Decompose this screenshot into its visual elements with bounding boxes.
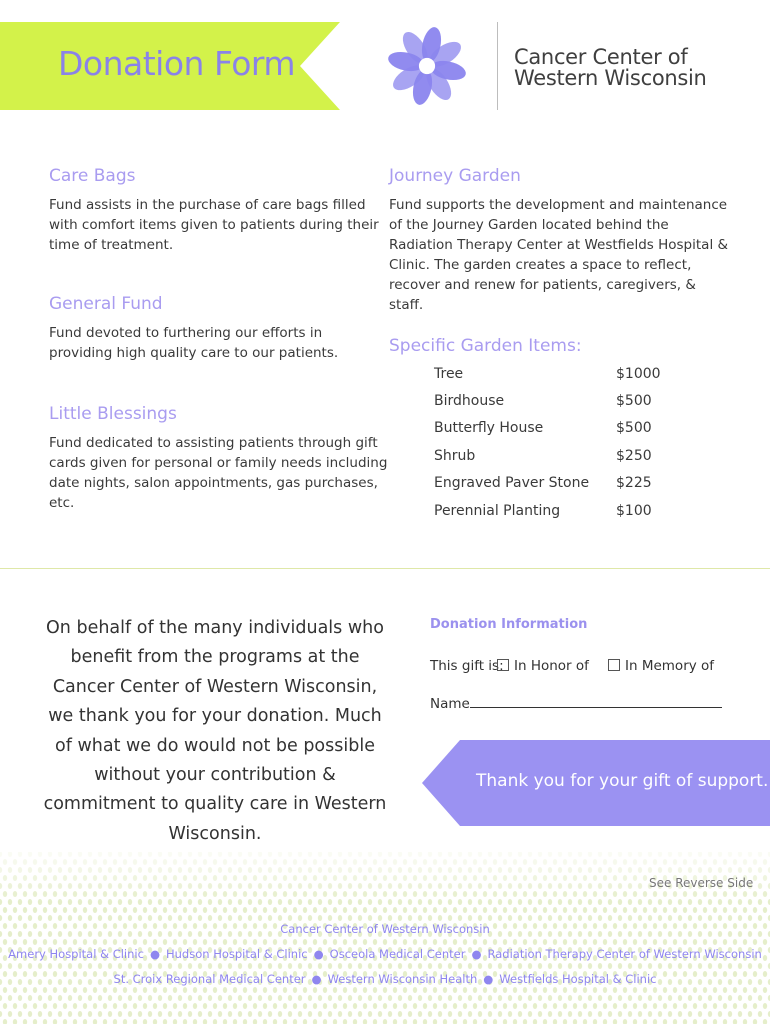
garden-item-price: $250 [616,448,652,464]
journey-garden-description: Fund supports the development and maintenance of the Journey Garden located behind the Radiation Therapy Center at Westfields Hospital & Clinic. The garden creates a space to reflect, recover and renew for patients, caregivers, & staff. [389,197,729,313]
care-bags-description: Fund assists in the purchase of care bags filled with comfort items given to patients during their time of treatment. [49,197,379,253]
garden-item-name: Perennial Planting [434,503,561,519]
garden-item-price: $100 [616,503,652,519]
general-fund-description: Fund devoted to furthering our efforts in providing high quality care to our patients. [49,325,339,361]
footer-location: Hudson Hospital & Clinic [165,947,308,961]
in-memory-checkbox[interactable] [608,659,620,671]
footer-location: Amery Hospital & Clinic [8,947,144,961]
flower-logo-icon [382,20,472,112]
thank-you-ribbon-text: Thank you for your gift of support. [476,771,769,791]
page-title: Donation Form [58,44,296,83]
care-bags-title: Care Bags [49,166,136,186]
in-memory-option[interactable] [608,658,714,674]
garden-item-price: $1000 [616,366,661,382]
bullet-separator: ● [471,947,482,961]
see-reverse-side-note: See Reverse Side [649,876,754,890]
footer-location: Radiation Therapy Center of Western Wisconsin [487,947,762,961]
in-honor-label: In Honor of [514,658,589,674]
footer-location: St. Croix Regional Medical Center [113,972,306,986]
section-divider [0,568,770,569]
footer-location: Western Wisconsin Health [327,972,478,986]
specific-garden-items-title: Specific Garden Items: [389,336,582,356]
bullet-separator: ● [149,947,160,961]
garden-item-name: Shrub [434,448,476,464]
garden-item-name: Tree [434,366,464,382]
org-name-line1: Cancer Center of [514,45,688,69]
logo-divider [497,22,498,110]
donation-information-title: Donation Information [430,617,588,632]
garden-item-name: Butterfly House [434,420,544,436]
in-honor-option[interactable] [497,658,589,674]
gift-type-row [430,658,715,674]
thank-you-paragraph: On behalf of the many individuals who benefit from the programs at the Cancer Center of Western Wisconsin, we thank you for your donation. Much of what we do would not be possible without your contribution & commitment to quality care in Western Wisconsin. [43,618,387,844]
footer-location: Westfields Hospital & Clinic [499,972,657,986]
garden-item-price: $500 [616,393,652,409]
bullet-separator: ● [311,972,322,986]
name-field-row [430,695,722,712]
bullet-separator: ● [483,972,494,986]
footer-locations-row2 [0,972,770,986]
garden-item-price: $500 [616,420,652,436]
garden-item-name: Birdhouse [434,393,505,409]
footer-org-name: Cancer Center of Western Wisconsin [280,922,490,936]
garden-item-name: Engraved Paver Stone [434,475,590,491]
little-blessings-title: Little Blessings [49,404,177,424]
general-fund-title: General Fund [49,294,163,314]
garden-item-price: $225 [616,475,652,491]
org-name-line2: Western Wisconsin [514,66,707,90]
bullet-separator: ● [313,947,324,961]
journey-garden-title: Journey Garden [389,166,521,186]
little-blessings-description: Fund dedicated to assisting patients through gift cards given for personal or family needs including date nights, salon appointments, gas purchases, etc. [49,435,388,511]
footer-location: Osceola Medical Center [329,947,466,961]
in-honor-checkbox[interactable] [497,659,509,671]
in-memory-label: In Memory of [625,658,715,674]
name-field[interactable] [470,695,722,708]
name-label: Name [430,696,470,712]
footer-locations-row1 [0,947,770,961]
gift-type-label: This gift is: [430,658,504,674]
